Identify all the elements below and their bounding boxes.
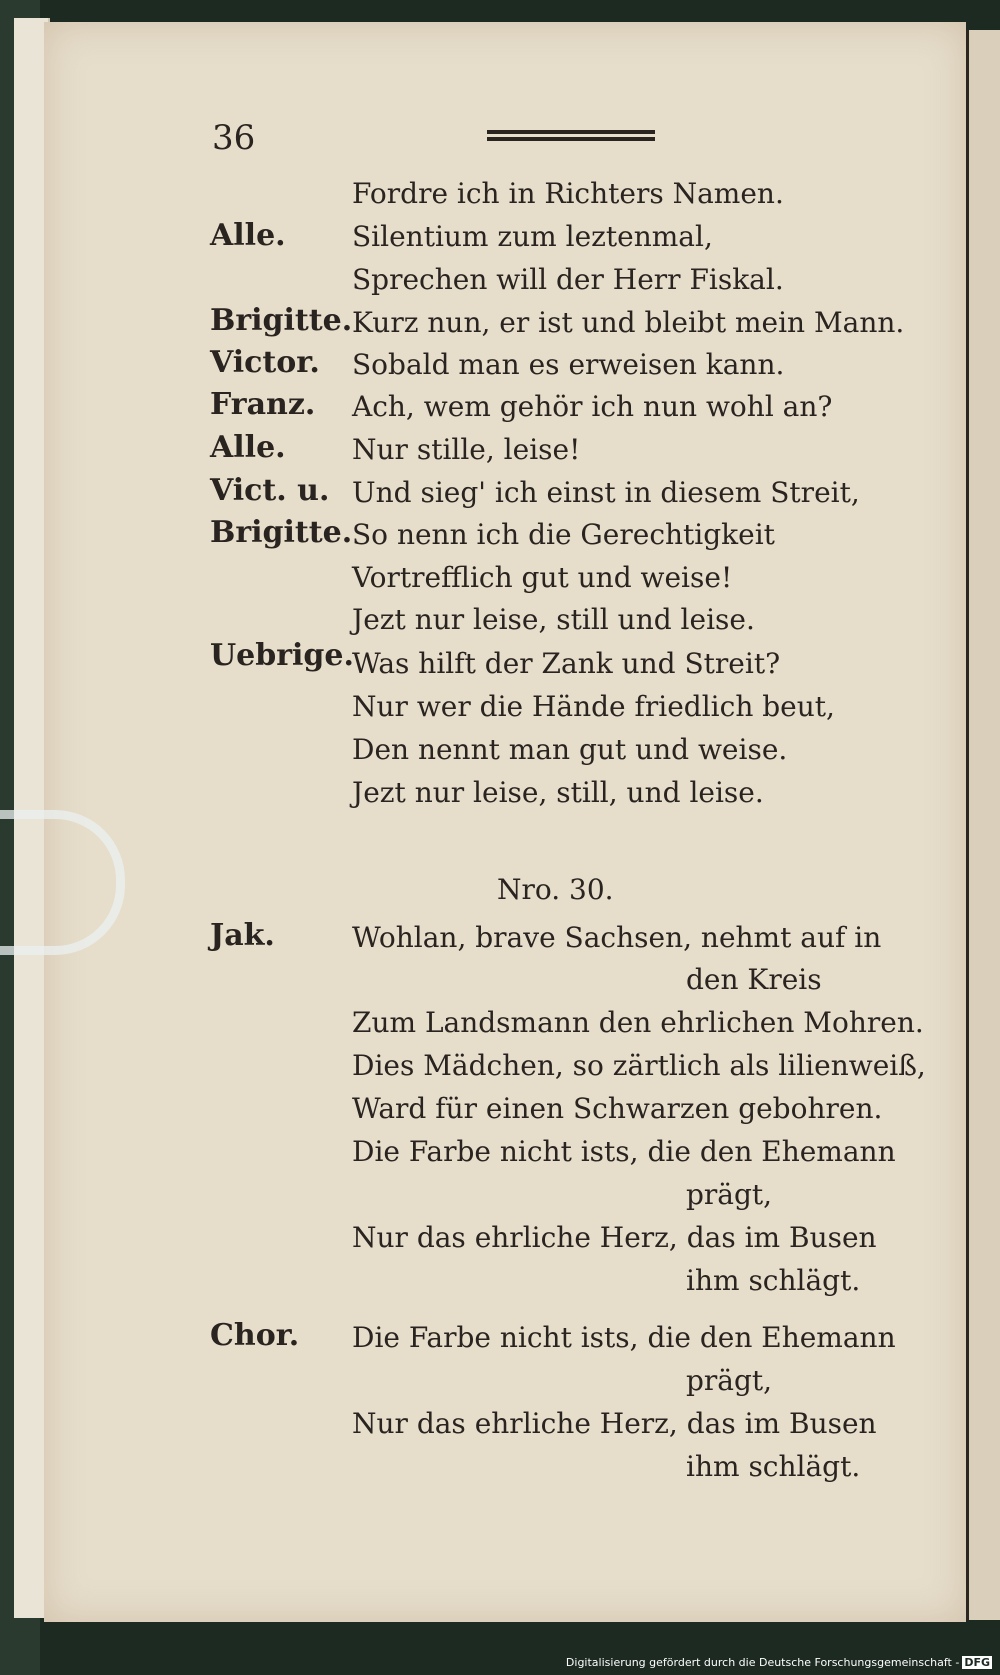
- page-number: 36: [212, 118, 256, 158]
- text-line: Und sieg' ich einst in diesem Streit,: [352, 476, 860, 509]
- text-line: Jezt nur leise, still und leise.: [352, 603, 755, 636]
- text-line: Dies Mädchen, so zärtlich als lilienweiß,: [352, 1049, 926, 1082]
- facing-page-edge: [966, 30, 1000, 1620]
- text-line: Sprechen will der Herr Fiskal.: [352, 263, 784, 296]
- speaker-label: Franz.: [210, 387, 316, 422]
- text-line: Ach, wem gehör ich nun wohl an?: [352, 390, 833, 423]
- text-line: prägt,: [686, 1364, 773, 1397]
- text-line: So nenn ich die Gerechtigkeit: [352, 518, 775, 551]
- dfg-logo: DFG: [964, 1656, 990, 1669]
- text-line: ihm schlägt.: [686, 1450, 861, 1483]
- text-line: Jezt nur leise, still, und leise.: [352, 776, 764, 809]
- text-line: Den nennt man gut und weise.: [352, 733, 788, 766]
- text-line: Die Farbe nicht ists, die den Ehemann: [352, 1135, 896, 1168]
- header-rule: [487, 130, 655, 146]
- footer-text: Digitalisierung gefördert durch die Deutsche Forschungsgemeinschaft -: [565, 1656, 960, 1669]
- text-line: Ward für einen Schwarzen gebohren.: [352, 1092, 883, 1125]
- text-line: Zum Landsmann den ehrlichen Mohren.: [352, 1006, 924, 1039]
- text-line: den Kreis: [686, 963, 822, 996]
- text-line: Nur wer die Hände friedlich beut,: [352, 690, 835, 723]
- text-line: Sobald man es erweisen kann.: [352, 348, 785, 381]
- text-line: Die Farbe nicht ists, die den Ehemann: [352, 1321, 896, 1354]
- speaker-label: Chor.: [210, 1318, 300, 1353]
- speaker-label: Brigitte.: [210, 515, 353, 550]
- text-line: Wohlan, brave Sachsen, nehmt auf in: [352, 921, 882, 954]
- text-line: prägt,: [686, 1178, 773, 1211]
- footer-credit: [566, 1656, 992, 1669]
- text-line: Nur stille, leise!: [352, 433, 581, 466]
- speaker-label: Uebrige.: [210, 638, 354, 673]
- section-heading: Nro. 30.: [497, 873, 614, 906]
- speaker-label: Brigitte.: [210, 303, 353, 338]
- text-line: ihm schlägt.: [686, 1264, 861, 1297]
- speaker-label: Vict. u.: [210, 473, 330, 508]
- speaker-label: Alle.: [210, 218, 286, 253]
- text-line: Nur das ehrliche Herz, das im Busen: [352, 1221, 877, 1254]
- text-line: Nur das ehrliche Herz, das im Busen: [352, 1407, 877, 1440]
- text-line: Fordre ich in Richters Namen.: [352, 177, 784, 210]
- text-line: Was hilft der Zank und Streit?: [352, 647, 781, 680]
- text-line: Silentium zum leztenmal,: [352, 220, 713, 253]
- speaker-label: Alle.: [210, 430, 286, 465]
- speaker-label: Victor.: [210, 345, 320, 380]
- text-line: Kurz nun, er ist und bleibt mein Mann.: [352, 306, 905, 339]
- speaker-label: Jak.: [210, 918, 275, 953]
- text-line: Vortrefflich gut und weise!: [352, 561, 733, 594]
- book-page: [44, 22, 966, 1622]
